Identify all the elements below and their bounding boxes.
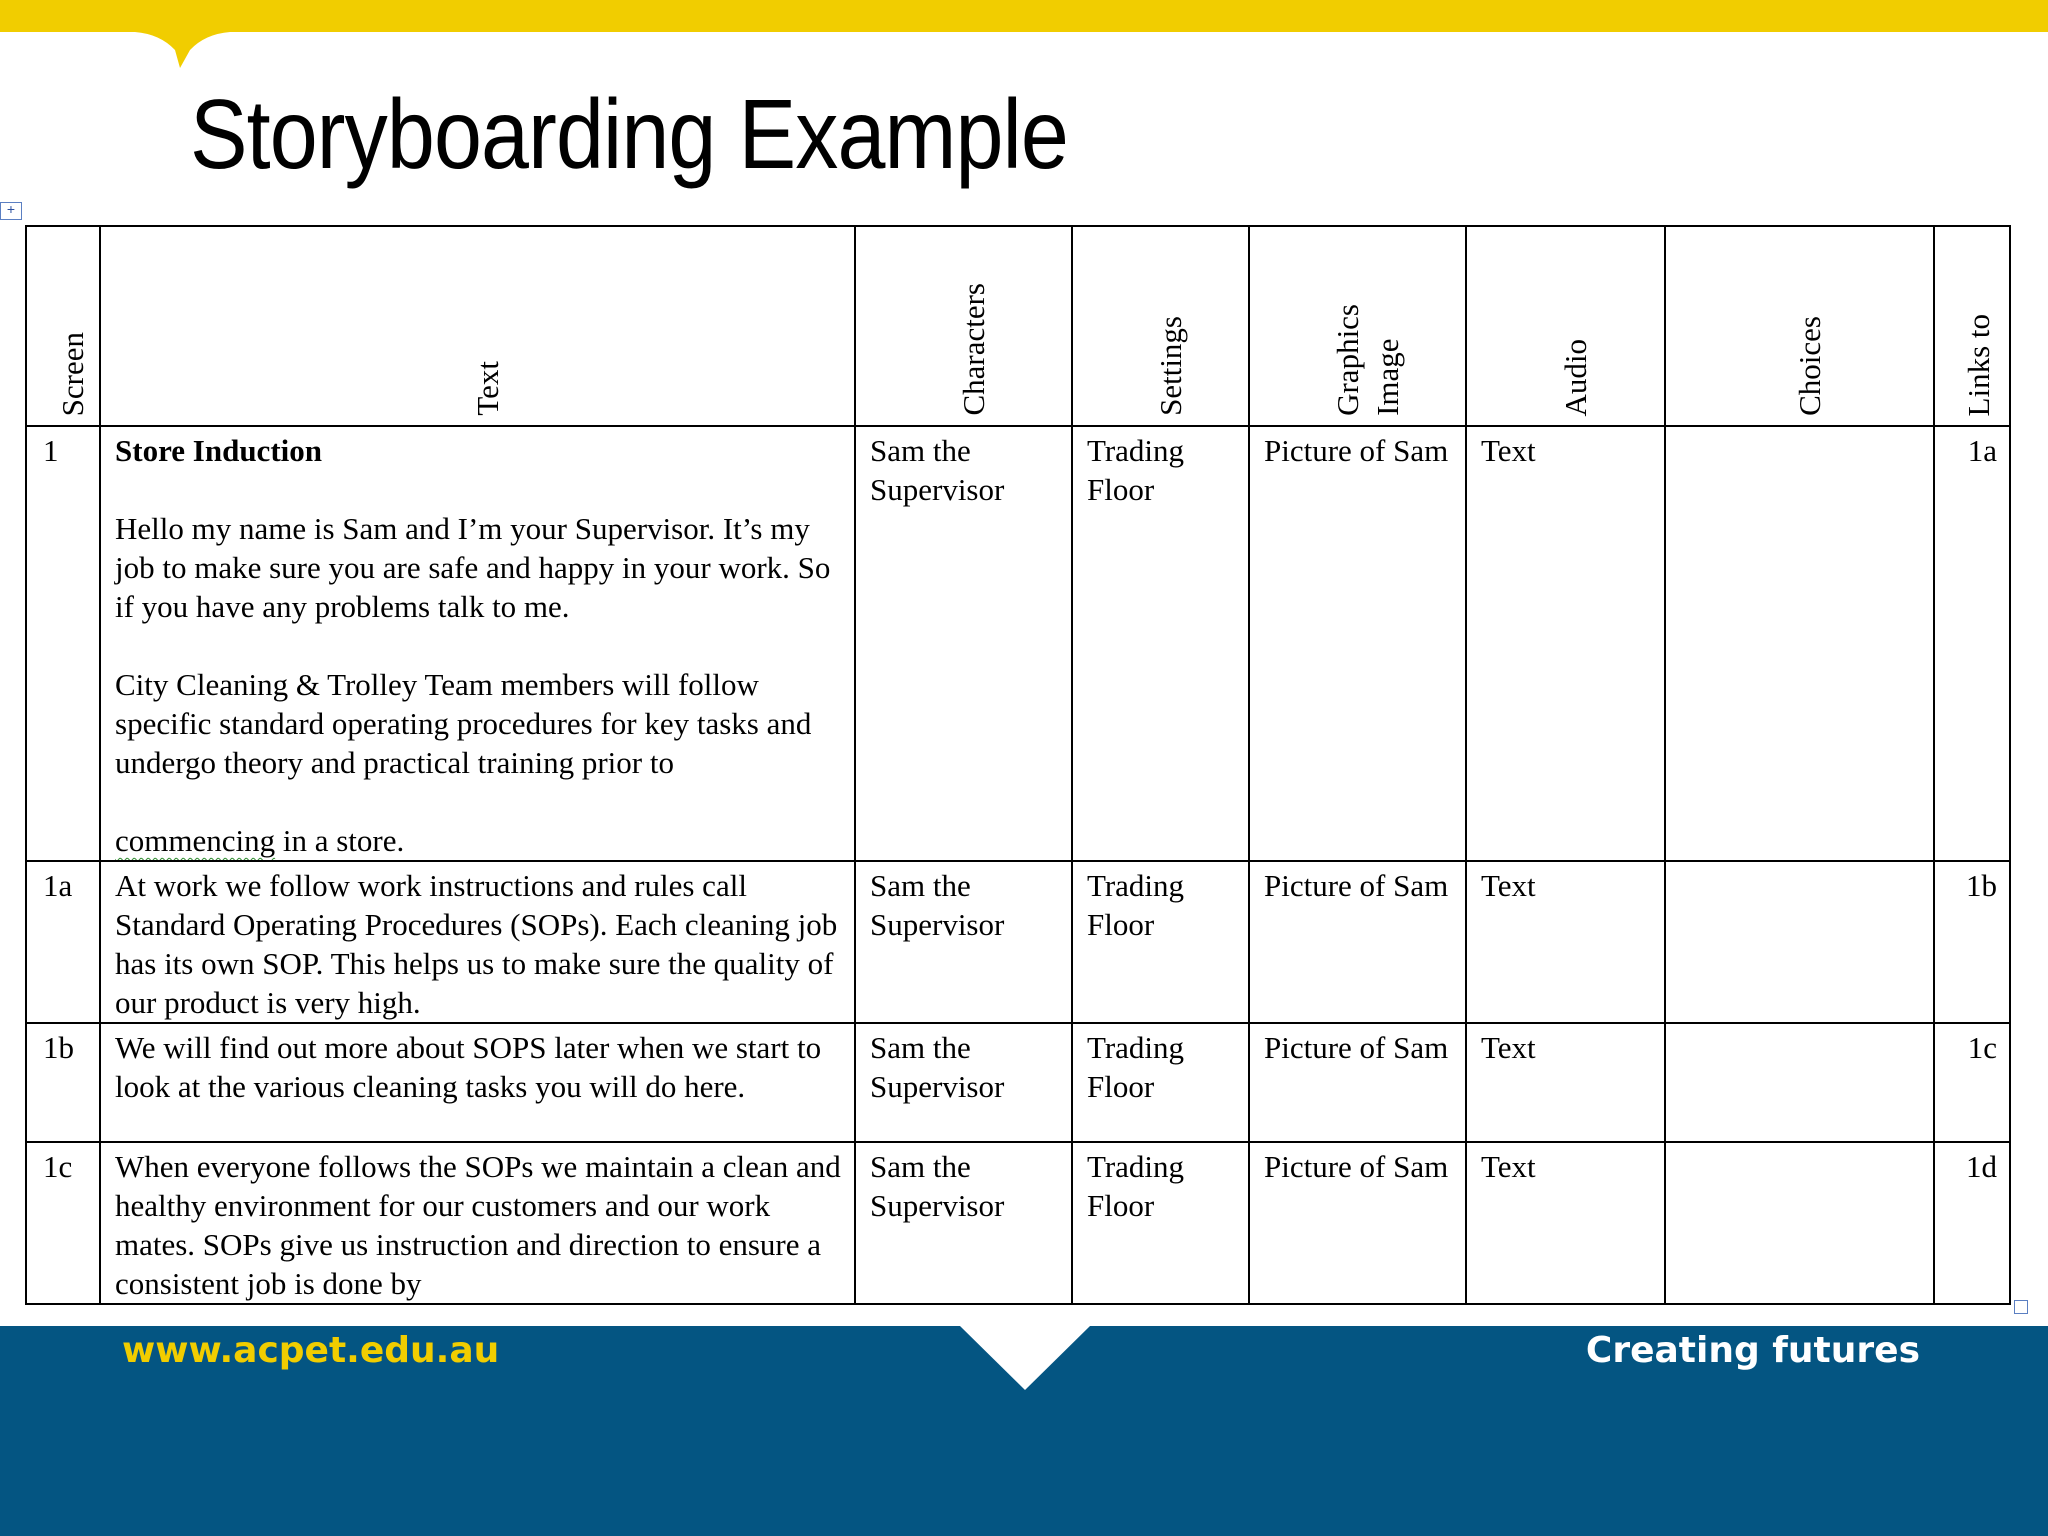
cell-settings: Trading Floor	[1072, 1023, 1249, 1142]
storyboard-table	[25, 225, 2011, 1305]
footer-notch-shape	[960, 1318, 1090, 1396]
cell-choices	[1665, 426, 1934, 861]
header-graphics-label	[1328, 284, 1408, 416]
table-move-handle[interactable]: +	[0, 202, 22, 220]
cell-screen: 1a	[26, 861, 100, 1023]
cell-audio: Text	[1466, 861, 1665, 1023]
header-graphics	[1249, 226, 1466, 426]
cell-graphics: Picture of Sam	[1249, 1142, 1466, 1304]
cell-choices	[1665, 1023, 1934, 1142]
cell-text-paragraph: City Cleaning & Trolley Team members will follow specific standard operating procedures for key tasks and undergo theory and practical training prior to	[115, 667, 812, 780]
top-notch-shape	[0, 0, 2048, 80]
cell-audio: Text	[1466, 426, 1665, 861]
cell-screen: 1c	[26, 1142, 100, 1304]
cell-graphics: Picture of Sam	[1249, 426, 1466, 861]
cell-text	[100, 426, 855, 861]
header-links	[1934, 226, 2010, 426]
cell-text-fragment: in a store.	[275, 823, 405, 858]
cell-settings: Trading Floor	[1072, 426, 1249, 861]
slide-title: Storyboarding Example	[190, 79, 1068, 189]
header-settings-label: Settings	[1152, 316, 1188, 416]
cell-characters: Sam the Supervisor	[855, 1023, 1072, 1142]
header-settings	[1072, 226, 1249, 426]
cell-screen: 1	[26, 426, 100, 861]
header-choices	[1665, 226, 1934, 426]
cell-characters: Sam the Supervisor	[855, 1142, 1072, 1304]
spellcheck-word: commencing	[115, 823, 276, 858]
cell-text-paragraph: Hello my name is Sam and I’m your Supervisor. It’s my job to make sure you are safe and happy in your work. So if you have any problems talk to me.	[115, 511, 831, 624]
header-graphics-line2: Image	[1369, 338, 1405, 416]
table-row	[26, 861, 2010, 1023]
cell-choices	[1665, 1142, 1934, 1304]
cell-text-paragraph	[115, 821, 842, 860]
header-audio	[1466, 226, 1665, 426]
header-screen-label: Screen	[55, 331, 90, 416]
cell-links: 1a	[1934, 426, 2010, 861]
cell-links: 1b	[1934, 861, 2010, 1023]
header-text-label: Text	[469, 361, 505, 416]
cell-characters: Sam the Supervisor	[855, 426, 1072, 861]
header-links-label: Links to	[1961, 313, 1996, 416]
cell-audio: Text	[1466, 1023, 1665, 1142]
footer-url-link[interactable]: www.acpet.edu.au	[122, 1330, 500, 1371]
cell-settings: Trading Floor	[1072, 1142, 1249, 1304]
cell-graphics: Picture of Sam	[1249, 861, 1466, 1023]
cell-choices	[1665, 861, 1934, 1023]
cell-characters: Sam the Supervisor	[855, 861, 1072, 1023]
cell-screen: 1b	[26, 1023, 100, 1142]
cell-text-title: Store Induction	[115, 433, 322, 468]
header-text	[100, 226, 855, 426]
table-resize-handle[interactable]	[2014, 1300, 2028, 1314]
table-row	[26, 1023, 2010, 1142]
cell-graphics: Picture of Sam	[1249, 1023, 1466, 1142]
header-characters	[855, 226, 1072, 426]
table-row	[26, 426, 2010, 861]
cell-text: At work we follow work instructions and rules call Standard Operating Procedures (SOPs). Each cleaning job has its own SOP. This helps us to make sure the quality of our product is very high.	[100, 861, 855, 1023]
header-row	[26, 226, 2010, 426]
cell-settings: Trading Floor	[1072, 861, 1249, 1023]
cell-links: 1d	[1934, 1142, 2010, 1304]
header-screen	[26, 226, 100, 426]
header-characters-label: Characters	[955, 283, 991, 416]
footer-tagline: Creating futures	[1585, 1330, 1920, 1371]
header-graphics-line1: Graphics	[1329, 304, 1365, 416]
header-audio-label: Audio	[1557, 338, 1593, 416]
header-choices-label: Choices	[1791, 316, 1827, 416]
cell-text: When everyone follows the SOPs we maintain a clean and healthy environment for our customers and our work mates. SOPs give us instruction and direction to ensure a consistent job is done by	[100, 1142, 855, 1304]
cell-audio: Text	[1466, 1142, 1665, 1304]
table-row	[26, 1142, 2010, 1304]
cell-text: We will find out more about SOPS later when we start to look at the various cleaning tasks you will do here.	[100, 1023, 855, 1142]
cell-links: 1c	[1934, 1023, 2010, 1142]
